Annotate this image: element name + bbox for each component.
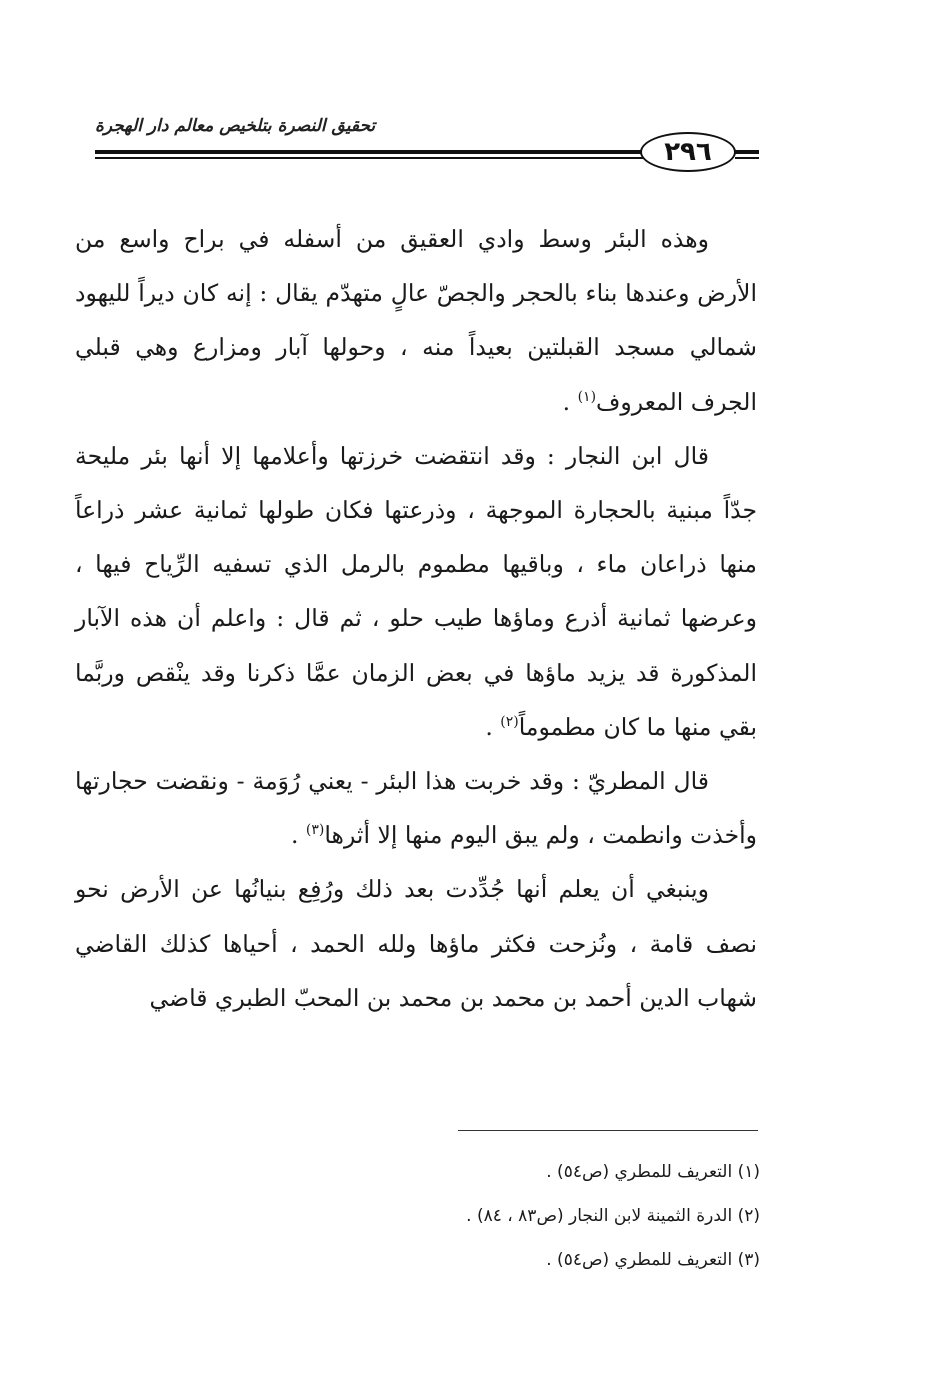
footnote-reference: (٢) [500, 714, 519, 730]
paragraph [75, 754, 757, 862]
footnote-reference: (٣) [305, 822, 325, 839]
footnote: (٢) الدرة الثمينة لابن النجار (ص٨٣ ، ٨٤) . [466, 1206, 760, 1226]
paragraph [75, 429, 757, 754]
paragraph-text: قال ابن النجار : وقد انتقضت خرزتها وأعلامها إلا أنها بئر مليحة جدّاً مبنية بالحجارة الموجهة ، وذرعتها فكان طولها ثمانية عشر ذراعاً منها ذراعان ماء ، وباقيها مطموم بالرمل الذي تسفيه الرِّياح فيها ، وعرضها ثمانية أذرع وماؤها طيب حلو ، ثم قال : واعلم أن هذه الآبار المذكورة قد يزيد ماؤها في بعض الزمان عمَّا ذكرنا وقد ينْقص وربَّما بقي منها ما كان مطموماً [75, 441, 757, 741]
footnote: (١) التعريف للمطري (ص٥٤) . [546, 1162, 760, 1182]
footnote-separator [458, 1130, 758, 1131]
main-text [75, 212, 757, 1025]
page-header [95, 112, 760, 182]
paragraph [75, 862, 757, 1025]
paragraph-text: وهذه البئر وسط وادي العقيق من أسفله في براح واسع من الأرض وعندها بناء بالحجر والجصّ عالٍ متهدّم يقال : إنه كان ديراً لليهود شمالي مسجد القبلتين بعيداً منه ، وحولها آبار ومزارع وهي قبلي الجرف المعروف [75, 225, 757, 416]
paragraph [75, 212, 757, 429]
header-rule-tail-thick [735, 150, 759, 154]
paragraph-tail: . [485, 712, 501, 741]
paragraph-text: وينبغي أن يعلم أنها جُدِّدت بعد ذلك ورُفِع بنيانُها عن الأرض نحو نصف قامة ، ونُزحت فكثر ماؤها ولله الحمد ، أحياها كذلك القاضي شهاب الدين أحمد بن محمد بن محمد بن المحبّ الطبري قاضي [75, 875, 757, 1012]
page-number: ٢٩٦ [664, 137, 712, 167]
footnote-reference: (١) [577, 388, 597, 405]
paragraph-tail: . [290, 821, 306, 850]
header-rule-tail-thin [735, 157, 759, 159]
header-rule-thick [95, 150, 643, 154]
header-rule-thin [95, 157, 643, 159]
footnotes [200, 1150, 760, 1282]
paragraph-tail: . [562, 387, 578, 416]
paragraph-text: قال المطريّ : وقد خربت هذا البئر - يعني رُوَمة - ونقضت حجارتها وأخذت وانطمت ، ولم يبق اليوم منها إلا أثرها [75, 767, 757, 850]
running-title: تحقيق النصرة بتلخيص معالم دار الهجرة [95, 116, 376, 136]
footnote: (٣) التعريف للمطري (ص٥٤) . [546, 1250, 760, 1270]
page-number-oval [640, 132, 736, 172]
